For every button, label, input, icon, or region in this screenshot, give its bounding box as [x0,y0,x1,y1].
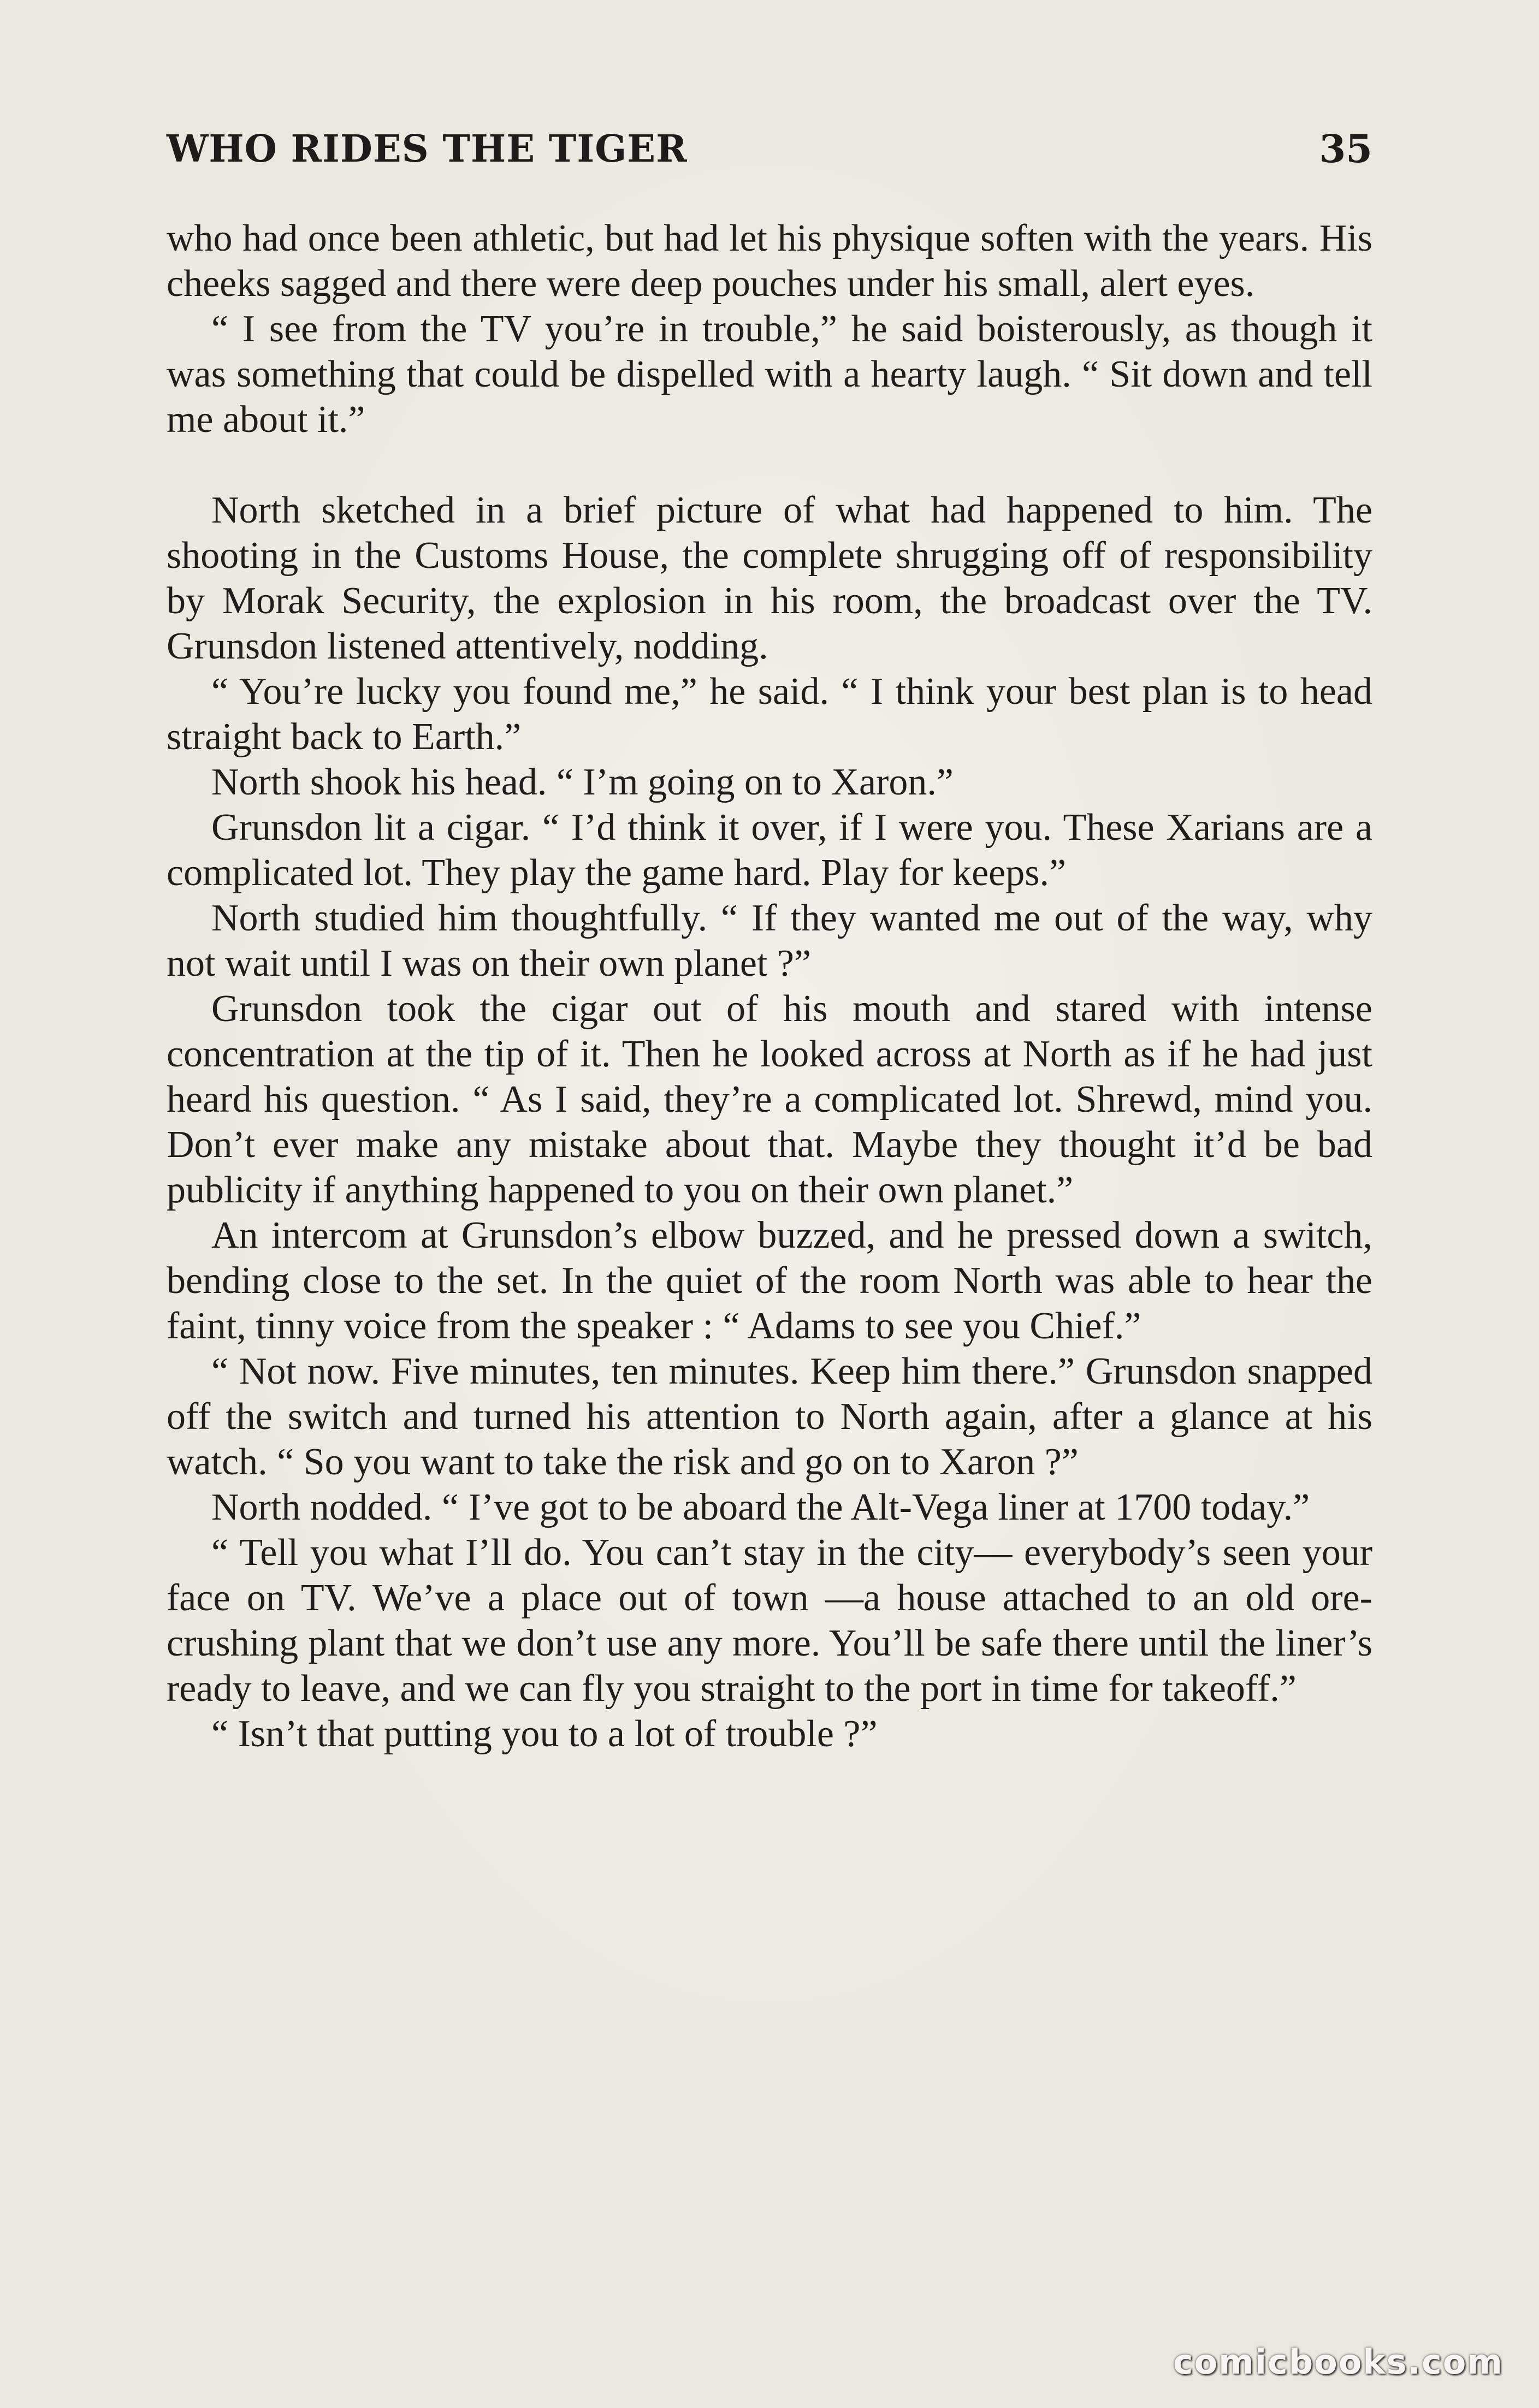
paragraph-11: North nodded. “ I’ve got to be aboard the Alt-Vega liner at 1700 today.” [211,1486,1310,1528]
paragraph-4: “ You’re lucky you found me,” he said. “ I think your best plan is to head straight back to Earth.” [167,671,1372,758]
paragraph-6: Grunsdon lit a cigar. “ I’d think it over, if I were you. These Xarians are a complicated lot. They play the game hard. Play for keeps.” [167,806,1372,894]
paragraph-12: “ Tell you what I’ll do. You can’t stay in the city— everybody’s seen your face on TV. We’ve a place out of town —a house attached to an old ore-crushing plant that we don’t use any more. You’ll be safe there until the liner’s ready to leave, and we can fly you straight to the port in time for takeoff.” [167,1532,1372,1710]
paragraph-5: North shook his head. “ I’m going on to Xaron.” [211,761,954,803]
page-number: 35 [1319,126,1372,171]
watermark: comicbooks.com [1173,2342,1504,2382]
paragraph-3: North sketched in a brief picture of what had happened to him. The shooting in the Customs House, the complete shrugging off of responsibility by Morak Security, the explosion in his room, the broadcast over the TV. Grunsdon listened attentively, nodding. [167,489,1372,667]
paragraph-2: “ I see from the TV you’re in trouble,” he said boisterously, as though it was something that could be dispelled with a hearty laugh. “ Sit down and tell me about it.” [167,308,1372,441]
book-title: WHO RIDES THE TIGER [167,127,688,171]
paragraph-8: Grunsdon took the cigar out of his mouth and stared with intense concentration at the tip of it. Then he looked across at North as if he had just heard his question. “ As I said, they’re a complicated lot. Shrewd, mind you. Don’t ever make any mistake about that. Maybe they thought it’d be bad publicity if anything happened to you on their own planet.” [167,988,1372,1211]
running-head [167,124,1372,174]
body-text [167,216,1372,1757]
paragraph-13: “ Isn’t that putting you to a lot of trouble ?” [211,1713,878,1755]
paragraph-7: North studied him thoughtfully. “ If they wanted me out of the way, why not wait until I was on their own planet ?” [167,897,1372,984]
paragraph-9: An intercom at Grunsdon’s elbow buzzed, and he pressed down a switch, bending close to the set. In the quiet of the room North was able to hear the faint, tinny voice from the speaker : “ Adams to see you Chief.” [167,1214,1372,1347]
paragraph-10: “ Not now. Five minutes, ten minutes. Keep him there.” Grunsdon snapped off the switch and turned his attention to North again, after a glance at his watch. “ So you want to take the risk and go on to Xaron ?” [167,1350,1372,1483]
paragraph-1: who had once been athletic, but had let his physique soften with the years. His cheeks sagged and there were deep pouches under his small, alert eyes. [167,217,1372,305]
